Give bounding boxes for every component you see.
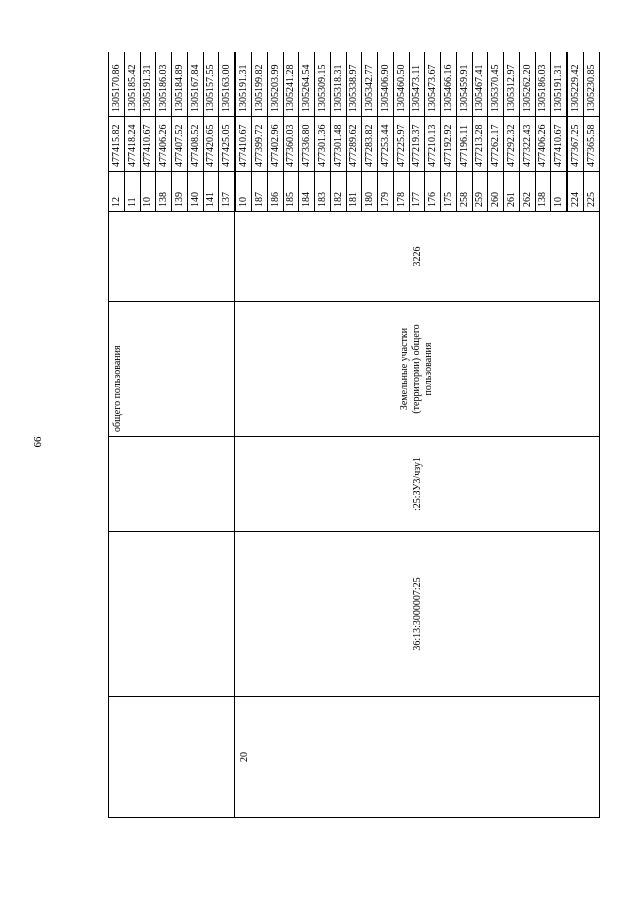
table-body	[109, 52, 600, 818]
point-number-cell: 10	[551, 172, 567, 212]
y-coordinate-cell: 1305309.15	[315, 52, 331, 117]
x-coordinate-cell: 477289.62	[346, 117, 362, 172]
area-cell: 3226	[235, 212, 600, 302]
x-coordinate-cell: 477219.37	[409, 117, 425, 172]
point-number-cell: 139	[172, 172, 188, 212]
point-number-cell: 259	[472, 172, 488, 212]
point-number-cell: 225	[584, 172, 600, 212]
point-number-cell: 138	[535, 172, 551, 212]
y-coordinate-cell: 1305459.91	[456, 52, 472, 117]
point-number-cell: 224	[568, 172, 584, 212]
y-coordinate-cell: 1305186.03	[156, 52, 172, 117]
point-number-cell: 258	[456, 172, 472, 212]
cadastral-number-cell-top	[109, 532, 235, 697]
y-coordinate-cell: 1305186.03	[535, 52, 551, 117]
x-coordinate-cell: 477262.17	[488, 117, 504, 172]
y-coordinate-cell: 1305191.31	[140, 52, 156, 117]
point-number-cell: 184	[299, 172, 315, 212]
y-coordinate-cell: 1305167.84	[187, 52, 203, 117]
y-coordinate-cell: 1305191.31	[551, 52, 567, 117]
y-coordinate-cell: 1305370.45	[488, 52, 504, 117]
point-number-cell: 187	[252, 172, 268, 212]
point-number-cell: 179	[378, 172, 394, 212]
cadastral-number-cell: 36:13:3000007:25	[235, 532, 600, 697]
y-coordinate-cell: 1305264.54	[299, 52, 315, 117]
y-coordinate-cell: 1305170.86	[109, 52, 125, 117]
x-coordinate-cell: 477210.13	[425, 117, 441, 172]
y-coordinate-cell: 1305406.90	[378, 52, 394, 117]
x-coordinate-cell: 477410.67	[551, 117, 567, 172]
point-number-cell: 12	[109, 172, 125, 212]
point-number-cell: 183	[315, 172, 331, 212]
y-coordinate-cell: 1305230.85	[584, 52, 600, 117]
x-coordinate-cell: 477336.80	[299, 117, 315, 172]
y-coordinate-cell: 1305338.97	[346, 52, 362, 117]
x-coordinate-cell: 477399.72	[252, 117, 268, 172]
point-number-cell: 141	[203, 172, 219, 212]
x-coordinate-cell: 477410.67	[236, 117, 252, 172]
y-coordinate-cell: 1305229.42	[568, 52, 584, 117]
page-number: 66	[32, 436, 44, 448]
y-coordinate-cell: 1305473.67	[425, 52, 441, 117]
x-coordinate-cell: 477425.05	[219, 117, 235, 172]
point-number-cell: 138	[156, 172, 172, 212]
point-number-cell: 261	[504, 172, 520, 212]
x-coordinate-cell: 477420.65	[203, 117, 219, 172]
y-coordinate-cell: 1305184.89	[172, 52, 188, 117]
x-coordinate-cell: 477225.97	[393, 117, 409, 172]
point-number-cell: 175	[441, 172, 457, 212]
point-number-cell: 178	[393, 172, 409, 212]
x-coordinate-cell: 477402.96	[267, 117, 283, 172]
point-number-cell: 181	[346, 172, 362, 212]
y-coordinate-cell: 1305262.20	[519, 52, 535, 117]
point-number-cell: 177	[409, 172, 425, 212]
point-number-cell: 180	[362, 172, 378, 212]
parcel-code-cell-top	[109, 437, 235, 532]
y-coordinate-cell: 1305467.41	[472, 52, 488, 117]
parcel-number-cell: 20	[235, 697, 600, 818]
y-coordinate-cell: 1305203.99	[267, 52, 283, 117]
x-coordinate-cell: 477415.82	[109, 117, 125, 172]
parcel-code-cell: :25:ЗУ3/чзу1	[235, 437, 600, 532]
x-coordinate-cell: 477213.28	[472, 117, 488, 172]
y-coordinate-cell: 1305473.11	[409, 52, 425, 117]
x-coordinate-cell: 477192.92	[441, 117, 457, 172]
parcel-number-cell-top	[109, 697, 235, 818]
point-number-cell: 185	[283, 172, 299, 212]
area-cell-top	[109, 212, 235, 302]
x-coordinate-cell: 477292.32	[504, 117, 520, 172]
x-coordinate-cell: 477367.25	[568, 117, 584, 172]
x-coordinate-cell: 477253.44	[378, 117, 394, 172]
x-coordinate-cell: 477283.82	[362, 117, 378, 172]
y-coordinate-cell: 1305318.31	[330, 52, 346, 117]
y-coordinate-cell: 1305460.50	[393, 52, 409, 117]
x-coordinate-cell: 477410.67	[140, 117, 156, 172]
y-coordinate-cell: 1305157.55	[203, 52, 219, 117]
point-number-cell: 176	[425, 172, 441, 212]
y-coordinate-cell: 1305163.00	[219, 52, 235, 117]
y-coordinate-cell: 1305466.16	[441, 52, 457, 117]
y-coordinate-cell: 1305342.77	[362, 52, 378, 117]
point-number-cell: 260	[488, 172, 504, 212]
y-coordinate-cell: 1305312.97	[504, 52, 520, 117]
point-number-cell: 186	[267, 172, 283, 212]
x-coordinate-cell: 477407.52	[172, 117, 188, 172]
point-number-cell: 137	[219, 172, 235, 212]
point-number-cell: 140	[187, 172, 203, 212]
coordinates-table	[108, 52, 600, 818]
point-number-cell: 11	[124, 172, 140, 212]
y-coordinate-cell: 1305241.28	[283, 52, 299, 117]
y-coordinate-cell: 1305185.42	[124, 52, 140, 117]
x-coordinate-cell: 477322.43	[519, 117, 535, 172]
x-coordinate-cell: 477408.52	[187, 117, 203, 172]
x-coordinate-cell: 477365.58	[584, 117, 600, 172]
table-viewport	[108, 52, 600, 818]
land-purpose-cell: Земельные участки (территории) общего пользования	[235, 302, 600, 437]
rotated-table-container	[108, 52, 600, 818]
y-coordinate-cell: 1305191.31	[236, 52, 252, 117]
point-number-cell: 262	[519, 172, 535, 212]
x-coordinate-cell: 477418.24	[124, 117, 140, 172]
point-number-cell: 182	[330, 172, 346, 212]
land-purpose-cell-top: общего пользования	[109, 302, 235, 437]
point-number-cell: 10	[140, 172, 156, 212]
x-coordinate-cell: 477196.11	[456, 117, 472, 172]
y-coordinate-cell: 1305199.82	[252, 52, 268, 117]
table-row	[109, 52, 125, 818]
x-coordinate-cell: 477301.48	[330, 117, 346, 172]
x-coordinate-cell: 477360.03	[283, 117, 299, 172]
x-coordinate-cell: 477406.26	[535, 117, 551, 172]
x-coordinate-cell: 477406.26	[156, 117, 172, 172]
x-coordinate-cell: 477301.36	[315, 117, 331, 172]
point-number-cell: 10	[236, 172, 252, 212]
